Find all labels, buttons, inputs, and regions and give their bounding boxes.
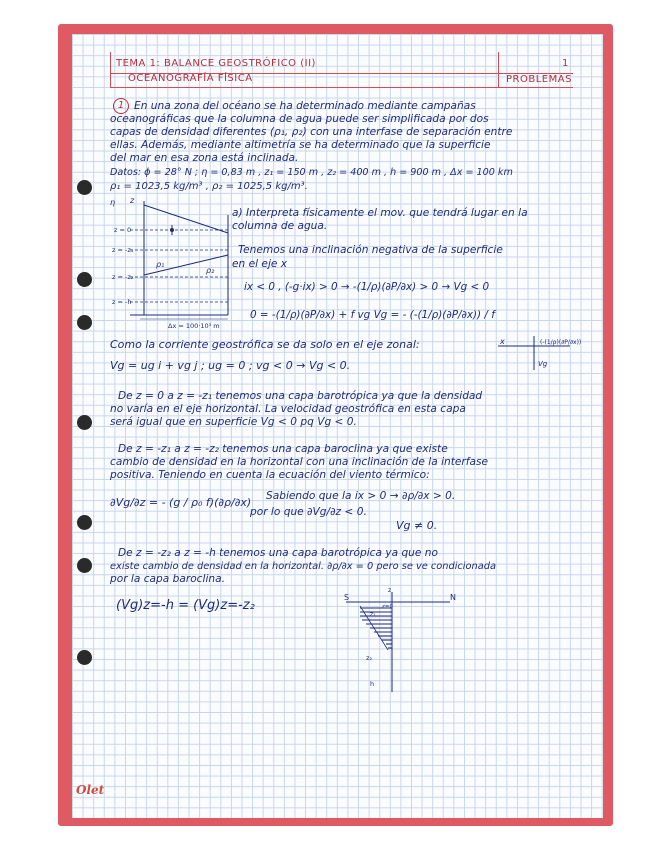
para2-line: De z = -z₁ a z = -z₂ tenemos una capa baroclina ya que existe xyxy=(118,443,448,455)
current-line: Vg = ug i + vg j ; ug = 0 ; vg < 0 → Vg < 0. xyxy=(110,359,351,372)
part-a-answer: en el eje x xyxy=(232,258,288,270)
para3-line: por la capa baroclina. xyxy=(110,573,225,585)
para3-line: De z = -z₂ a z = -h tenemos una capa barotrópica ya que no xyxy=(118,547,438,559)
header-rule xyxy=(498,52,499,88)
header-title: TEMA 1: BALANCE GEOSTRÓFICO (II) xyxy=(116,58,316,69)
para1-line: será igual que en superficie Vg < 0 pq Vg < 0. xyxy=(110,416,357,428)
z1-label: z = -z₁ xyxy=(112,246,134,254)
punch-hole xyxy=(77,515,92,530)
statement-line: del mar en esa zona está inclinada. xyxy=(110,152,299,164)
para2-line: positiva. Teniendo en cuenta la ecuación del viento térmico: xyxy=(110,469,430,481)
final-equation: (Vg)z=-h = (Vg)z=-z₂ xyxy=(116,598,255,613)
thermal-note: por lo que ∂Vg/∂z < 0. xyxy=(250,506,367,518)
statement-line: oceanográficas que la columna de agua puede ser simplificada por dos xyxy=(110,113,489,125)
velocity-profile-diagram xyxy=(330,588,470,698)
problem-number: 1 xyxy=(113,98,129,114)
para3-line: existe cambio de densidad en la horizontal. ∂ρ/∂x = 0 pero se ve condicionada xyxy=(110,561,496,572)
z2-label: z = -z₂ xyxy=(112,273,134,281)
north-label: N xyxy=(450,593,456,602)
thermal-wind-equation: ∂Vg/∂z = - (g / ρ₀ f)(∂ρ/∂x) xyxy=(110,496,252,509)
header-rule xyxy=(110,87,573,88)
box-x-label: x xyxy=(500,337,505,346)
box-vg-label: Vg xyxy=(538,360,548,368)
statement-line: ellas. Además, mediante altimetría se ha determinado que la superficie xyxy=(110,139,491,151)
punch-hole xyxy=(77,415,92,430)
part-a-answer: Tenemos una inclinación negativa de la superficie xyxy=(238,244,503,256)
z-axis-label: z xyxy=(130,196,135,205)
para1-line: De z = 0 a z = -z₁ tenemos una capa barotrópica ya que la densidad xyxy=(118,390,483,402)
dx-label: Δx = 100·10³ m xyxy=(168,322,220,330)
para2-line: cambio de densidad en la horizontal con una inclinación de la interfase xyxy=(110,456,489,468)
profile-h-label: h xyxy=(370,680,375,688)
rho1-label: ρ₁ xyxy=(156,260,165,269)
profile-z1-label: z₁ xyxy=(370,611,376,618)
eta-label: η xyxy=(110,198,116,207)
south-label: S xyxy=(344,593,350,602)
punch-hole xyxy=(77,315,92,330)
equation: 0 = -(1/ρ)(∂P/∂x) + f vg Vg = - (-(1/ρ)(∂P/∂x)) / f xyxy=(250,309,495,321)
datos-line: Datos: ϕ = 28° N ; η = 0,83 m , z₁ = 150 m , z₂ = 400 m , h = 900 m , Δx = 100 km xyxy=(110,167,513,178)
brand-logo: Olet xyxy=(76,783,105,797)
header-subject: OCEANOGRAFÍA FÍSICA xyxy=(128,73,253,84)
statement-line: En una zona del océano se ha determinado mediante campañas xyxy=(134,100,476,112)
datos-line: ρ₁ = 1023,5 kg/m³ , ρ₂ = 1025,5 kg/m³. xyxy=(110,181,308,192)
profile-z2-label: z₂ xyxy=(366,654,373,662)
thermal-note: Vg ≠ 0. xyxy=(396,519,438,532)
axis-box xyxy=(494,334,582,374)
profile-z-label: z xyxy=(388,587,392,594)
z0-label: z = 0 xyxy=(114,226,132,234)
para1-line: no varía en el eje horizontal. La velocidad geostrófica en esta capa xyxy=(110,403,466,415)
layers-diagram xyxy=(110,195,240,330)
part-a-question: a) Interpreta físicamente el mov. que tendrá lugar en la xyxy=(232,207,528,219)
part-a-question: columna de agua. xyxy=(232,220,328,232)
profile-z0-label: z=0 xyxy=(382,604,393,610)
punch-hole xyxy=(77,558,92,573)
current-line: Como la corriente geostrófica se da solo en el eje zonal: xyxy=(110,338,420,351)
zh-label: z = -h xyxy=(112,298,132,306)
rho2-label: ρ₂ xyxy=(206,266,215,275)
statement-line: capas de densidad diferentes (ρ₁, ρ₂) con una interfase de separación entre xyxy=(110,126,513,138)
page-number: 1 xyxy=(562,58,569,69)
punch-hole xyxy=(77,650,92,665)
punch-hole xyxy=(77,272,92,287)
box-gradient-label: (-(1/ρ)(∂P/∂x)) xyxy=(540,339,582,346)
header-section: PROBLEMAS xyxy=(506,74,572,85)
equation: ix < 0 , (-g·ix) > 0 → -(1/ρ)(∂P/∂x) > 0 → Vg < 0 xyxy=(244,281,490,293)
header-rule xyxy=(110,52,111,88)
punch-hole xyxy=(77,180,92,195)
thermal-note: Sabiendo que la ix > 0 → ∂ρ/∂x > 0. xyxy=(266,490,456,502)
